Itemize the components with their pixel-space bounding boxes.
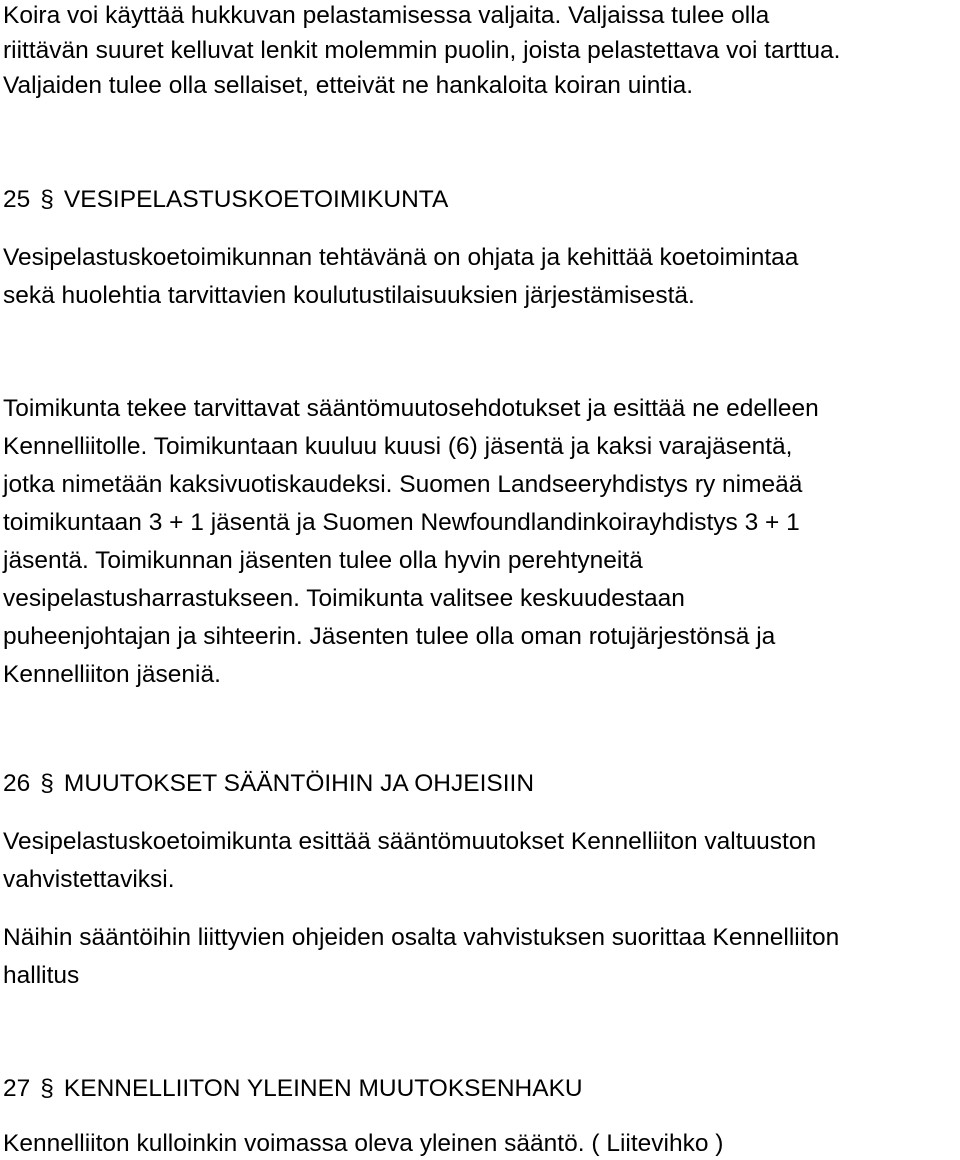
section-title: VESIPELASTUSKOETOIMIKUNTA — [63, 186, 449, 213]
text-line: Valjaiden tulee olla sellaiset, etteivät ne hankaloita koiran uintia. — [3, 72, 694, 99]
section-title: KENNELLIITON YLEINEN MUUTOKSENHAKU — [63, 1075, 583, 1102]
text-line: Kennelliitolle. Toimikuntaan kuuluu kuusi (6) jäsentä ja kaksi varajäsentä, — [3, 433, 793, 460]
text-line: Koira voi käyttää hukkuvan pelastamisessa valjaita. Valjaissa tulee olla — [3, 2, 770, 29]
section-symbol: § — [40, 1075, 54, 1102]
text-line: hallitus — [3, 962, 80, 989]
section-number: 27 — [3, 1075, 31, 1102]
section-heading — [3, 1073, 583, 1105]
text-line: Vesipelastuskoetoimikunta esittää sääntömuutokset Kennelliiton valtuuston — [3, 828, 817, 855]
section-number: 26 — [3, 770, 31, 797]
text-line: Näihin sääntöihin liittyvien ohjeiden osalta vahvistuksen suorittaa Kennelliiton — [3, 924, 840, 951]
text-line: vahvistettaviksi. — [3, 866, 175, 893]
text-line: Vesipelastuskoetoimikunnan tehtävänä on ohjata ja kehittää koetoimintaa — [3, 244, 799, 271]
text-line: jäsentä. Toimikunnan jäsenten tulee olla hyvin perehtyneitä — [3, 547, 643, 574]
text-line: vesipelastusharrastukseen. Toimikunta valitsee keskuudestaan — [3, 585, 685, 612]
section-heading — [3, 184, 448, 216]
text-line: Kennelliiton jäseniä. — [3, 661, 221, 688]
text-line: jotka nimetään kaksivuotiskaudeksi. Suomen Landseeryhdistys ry nimeää — [3, 471, 803, 498]
section-symbol: § — [40, 186, 54, 213]
text-line: Toimikunta tekee tarvittavat sääntömuutosehdotukset ja esittää ne edelleen — [3, 395, 819, 422]
section-number: 25 — [3, 186, 31, 213]
text-line: riittävän suuret kelluvat lenkit molemmin puolin, joista pelastettava voi tarttua. — [3, 37, 841, 64]
section-heading — [3, 768, 534, 800]
text-line: toimikuntaan 3 + 1 jäsentä ja Suomen Newfoundlandinkoirayhdistys 3 + 1 — [3, 509, 800, 536]
section-title: MUUTOKSET SÄÄNTÖIHIN JA OHJEISIIN — [63, 770, 535, 797]
text-line: Kennelliiton kulloinkin voimassa oleva yleinen sääntö. ( Liitevihko ) — [3, 1130, 724, 1157]
section-symbol: § — [40, 770, 54, 797]
text-line: puheenjohtajan ja sihteerin. Jäsenten tulee olla oman rotujärjestönsä ja — [3, 623, 776, 650]
text-line: sekä huolehtia tarvittavien koulutustilaisuuksien järjestämisestä. — [3, 282, 695, 309]
